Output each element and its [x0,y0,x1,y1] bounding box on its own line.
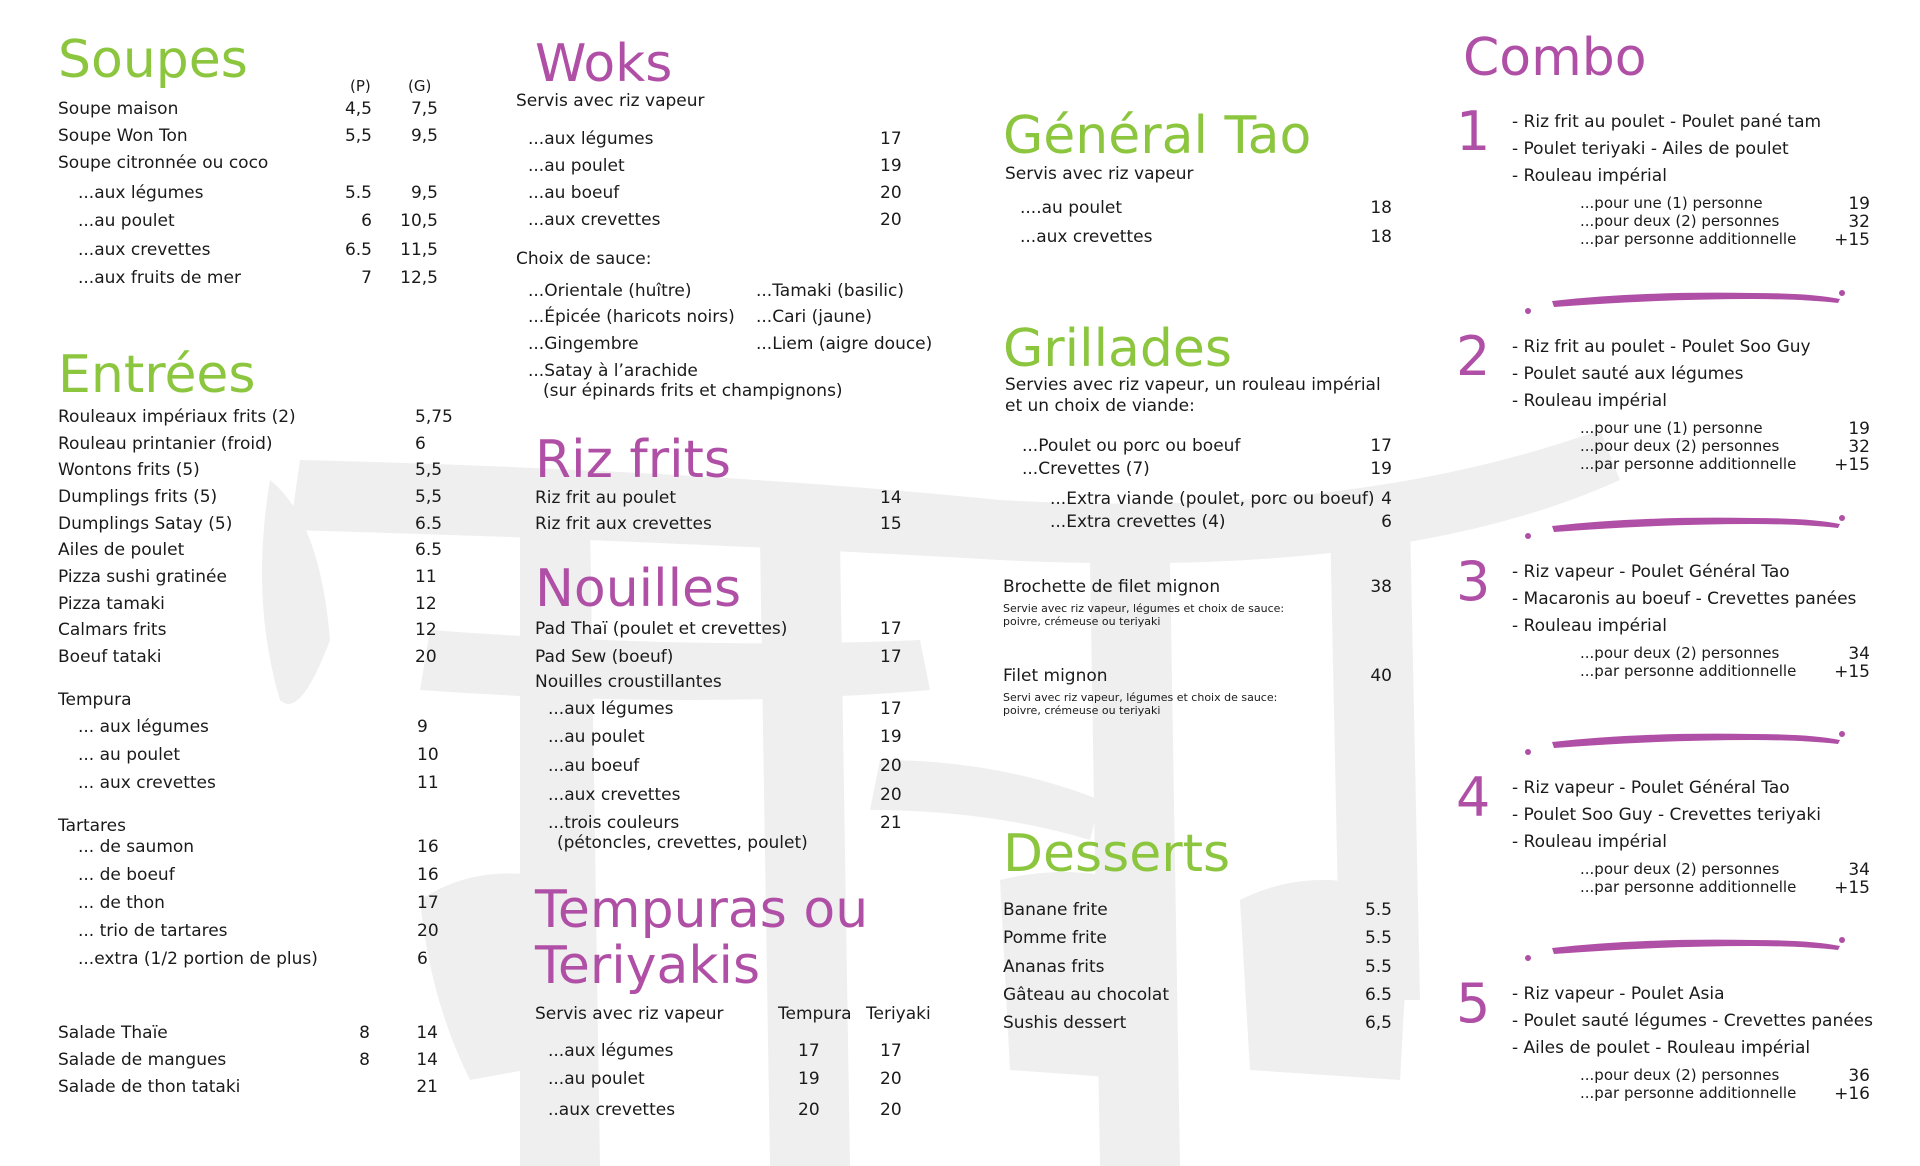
combo-price: 32 [1848,437,1870,457]
salade-price-g: 14 [416,1050,438,1070]
brush-stroke-divider [1522,722,1852,762]
salade-name: Salade Thaïe [58,1023,168,1043]
wok-price: 17 [880,129,902,149]
dessert-price: 6.5 [1364,985,1392,1005]
combo-price: 19 [1848,419,1870,439]
salade-price-p: 8 [359,1050,370,1070]
entree-name: Pizza sushi gratinée [58,567,227,587]
riz-price: 15 [880,514,902,534]
salade-name: Salade de mangues [58,1050,227,1070]
entree-name: Ailes de poulet [58,540,185,560]
wok-price: 20 [880,210,902,230]
tempura-price: 20 [798,1100,820,1120]
tao-price: 18 [1370,227,1392,247]
dessert-name: Gâteau au chocolat [1003,985,1169,1005]
grillades-subtitle-1: Servies avec riz vapeur, un rouleau impérial [1005,375,1381,395]
tartare-name: ... trio de tartares [78,921,228,941]
soupe-name: ...au poulet [78,211,175,231]
entree-price: 6.5 [415,514,443,534]
sauce-option: ...Tamaki (basilic) [756,281,904,301]
grillade-price: 17 [1370,436,1392,456]
tartare-price: 16 [417,865,439,885]
combo-price: 36 [1848,1066,1870,1086]
entree-price: 11 [415,567,437,587]
tempuras-col-tempura: Tempura [778,1004,852,1024]
tartare-name: ... de boeuf [78,865,175,885]
tartare-name: ... de thon [78,893,165,913]
combo-line: - Rouleau impérial [1512,166,1667,186]
tao-name: ....au poulet [1020,198,1123,218]
nouille-price: 17 [880,647,902,667]
tempura-teriyaki-name: ...aux légumes [548,1041,674,1061]
combo-line: - Poulet teriyaki - Ailes de poulet [1512,139,1789,159]
entree-price: 5,5 [415,460,443,480]
grillade-extra-price: 6 [1381,512,1392,532]
tartare-name: ...extra (1/2 portion de plus) [78,949,318,969]
tempura-teriyaki-name: ...au poulet [548,1069,645,1089]
tartare-name: ... de saumon [78,837,195,857]
combo-line: - Rouleau impérial [1512,832,1667,852]
combo-price-label: ...pour deux (2) personnes [1580,860,1780,878]
nouille-name: ...aux légumes [548,699,674,719]
soupe-price-g: 10,5 [400,211,438,231]
soupe-price-g: 12,5 [400,268,438,288]
entree-price: 6.5 [415,540,443,560]
combo-title: Combo [1463,28,1647,88]
tao-price: 18 [1370,198,1392,218]
entree-price: 20 [415,647,437,667]
nouille-price: 20 [880,756,902,776]
entree-name: Pizza tamaki [58,594,165,614]
grillade-extra-name: ...Extra viande (poulet, porc ou boeuf) [1050,489,1375,509]
dessert-name: Pomme frite [1003,928,1107,948]
salade-name: Salade de thon tataki [58,1077,241,1097]
nouille-name: ...au poulet [548,727,645,747]
nouilles-title: Nouilles [535,559,742,619]
tartare-price: 6 [417,949,428,969]
entree-price: 12 [415,620,437,640]
wok-price: 20 [880,183,902,203]
tartare-price: 16 [417,837,439,857]
combo-number: 4 [1456,766,1491,829]
salade-price-g: 14 [416,1023,438,1043]
soupe-price-g: 9,5 [410,183,438,203]
combo-price-label: ...pour deux (2) personnes [1580,437,1780,455]
general-tao-subtitle: Servis avec riz vapeur [1005,164,1194,184]
entree-price: 6 [415,434,426,454]
entree-name: Boeuf tataki [58,647,162,667]
filet-price: 40 [1370,666,1392,686]
sauce-option: ...Orientale (huître) [528,281,692,301]
combo-price-label: ...pour une (1) personne [1580,194,1763,212]
entree-price: 5,5 [415,487,443,507]
entree-name: Dumplings Satay (5) [58,514,233,534]
tempura-name: ... aux crevettes [78,773,216,793]
combo-price-label: ...pour deux (2) personnes [1580,212,1780,230]
combo-line: - Riz frit au poulet - Poulet Soo Guy [1512,337,1811,357]
grillade-extra-price: 4 [1381,489,1392,509]
combo-price: +15 [1834,662,1870,682]
sauce-option: ...Épicée (haricots noirs) [528,307,735,327]
combo-line: - Rouleau impérial [1512,391,1667,411]
tempura-name: ... aux légumes [78,717,209,737]
dessert-price: 5.5 [1364,957,1392,977]
nouille-name: Nouilles croustillantes [535,672,722,692]
tempuras-title-line2: Teriyakis [535,936,761,996]
tempura-price: 19 [798,1069,820,1089]
combo-line: - Ailes de poulet - Rouleau impérial [1512,1038,1811,1058]
tempura-price: 9 [417,717,428,737]
sauce-option: ...Gingembre [528,334,639,354]
satay-note: (sur épinards frits et champignons) [543,381,843,401]
entree-name: Calmars frits [58,620,167,640]
tempura-label: Tempura [58,690,132,710]
combo-line: - Riz vapeur - Poulet Asia [1512,984,1725,1004]
combo-price-label: ...par personne additionnelle [1580,662,1797,680]
combo-price: +15 [1834,230,1870,250]
tempura-price: 11 [417,773,439,793]
combo-number: 1 [1456,100,1491,163]
filet-note-1: Servi avec riz vapeur, légumes et choix de sauce: [1003,691,1278,704]
dessert-price: 5.5 [1364,900,1392,920]
combo-number: 5 [1456,972,1491,1035]
brochette-name: Brochette de filet mignon [1003,577,1221,597]
combo-number: 3 [1456,550,1491,613]
woks-title: Woks [535,34,673,94]
dessert-price: 5.5 [1364,928,1392,948]
tempura-name: ... au poulet [78,745,181,765]
dessert-price: 6,5 [1364,1013,1392,1033]
sauce-option: ...Liem (aigre douce) [756,334,933,354]
tempura-teriyaki-name: ..aux crevettes [548,1100,676,1120]
nouille-price: 20 [880,785,902,805]
nouille-price: 19 [880,727,902,747]
combo-line: - Macaronis au boeuf - Crevettes panées [1512,589,1857,609]
entree-name: Dumplings frits (5) [58,487,218,507]
entree-name: Rouleau printanier (froid) [58,434,273,454]
tartare-price: 20 [417,921,439,941]
soupes-title: Soupes [58,30,248,90]
teriyaki-price: 17 [880,1041,902,1061]
combo-price-label: ...par personne additionnelle [1580,230,1797,248]
soupe-name: ...aux fruits de mer [78,268,241,288]
dessert-name: Sushis dessert [1003,1013,1127,1033]
soupes-col-g: (G) [408,77,432,95]
soupe-price-p: 5,5 [344,126,372,146]
desserts-title: Desserts [1003,824,1231,884]
wok-name: ...au boeuf [528,183,620,203]
brush-stroke-divider [1522,281,1852,321]
soupe-price-p: 4,5 [344,99,372,119]
general-tao-title: Général Tao [1003,106,1312,166]
nouille-name: ...au boeuf [548,756,640,776]
soupe-name: Soupe maison [58,99,179,119]
filet-note-2: poivre, crémeuse ou teriyaki [1003,704,1161,717]
sauce-option: ...Satay à l’arachide [528,361,698,381]
combo-price-label: ...par personne additionnelle [1580,878,1797,896]
nouille-price: 17 [880,619,902,639]
grillade-price: 19 [1370,459,1392,479]
combo-line: - Riz frit au poulet - Poulet pané tam [1512,112,1822,132]
combo-price-label: ...par personne additionnelle [1580,455,1797,473]
combo-price: +15 [1834,878,1870,898]
combo-line: - Poulet sauté aux légumes [1512,364,1744,384]
combo-line: - Riz vapeur - Poulet Général Tao [1512,778,1790,798]
woks-subtitle: Servis avec riz vapeur [516,91,705,111]
tempuras-col-teriyaki: Teriyaki [866,1004,931,1024]
riz-name: Riz frit aux crevettes [535,514,712,534]
combo-number: 2 [1456,325,1491,388]
soupe-name: Soupe Won Ton [58,126,188,146]
combo-price: 34 [1848,860,1870,880]
combo-line: - Poulet sauté légumes - Crevettes panées [1512,1011,1874,1031]
grillade-name: ...Crevettes (7) [1022,459,1150,479]
riz-frits-title: Riz frits [535,430,732,490]
dessert-name: Banane frite [1003,900,1108,920]
soupe-price-g: 11,5 [400,240,438,260]
combo-price: +16 [1834,1084,1870,1104]
wok-price: 19 [880,156,902,176]
filet-name: Filet mignon [1003,666,1108,686]
grillade-name: ...Poulet ou porc ou boeuf [1022,436,1241,456]
salade-price-g: 21 [416,1077,438,1097]
grillade-extra-name: ...Extra crevettes (4) [1050,512,1226,532]
combo-line: - Riz vapeur - Poulet Général Tao [1512,562,1790,582]
wok-name: ...aux crevettes [528,210,661,230]
nouille-name: ...trois couleurs [548,813,680,833]
nouille-price: 21 [880,813,902,833]
grillades-title: Grillades [1003,319,1232,379]
tempuras-subtitle: Servis avec riz vapeur [535,1004,724,1024]
grillades-subtitle-2: et un choix de viande: [1005,396,1195,416]
tartares-label: Tartares [58,816,126,836]
tempuras-title-line1: Tempuras ou [535,880,869,940]
teriyaki-price: 20 [880,1100,902,1120]
combo-price: 32 [1848,212,1870,232]
combo-price: 19 [1848,194,1870,214]
soupe-price-g: 7,5 [410,99,438,119]
brochette-note-2: poivre, crémeuse ou teriyaki [1003,615,1161,628]
entree-name: Wontons frits (5) [58,460,200,480]
tao-name: ...aux crevettes [1020,227,1153,247]
tartare-price: 17 [417,893,439,913]
nouille-name: Pad Thaï (poulet et crevettes) [535,619,788,639]
brush-stroke-divider [1522,928,1852,968]
brochette-note-1: Servie avec riz vapeur, légumes et choix de sauce: [1003,602,1285,615]
soupe-name: Soupe citronnée ou coco [58,153,269,173]
sauce-option: ...Cari (jaune) [756,307,873,327]
soupe-price-p: 7 [361,268,372,288]
combo-price: 34 [1848,644,1870,664]
sauce-label: Choix de sauce: [516,249,652,269]
combo-price-label: ...pour deux (2) personnes [1580,644,1780,662]
nouille-name: ...aux crevettes [548,785,681,805]
teriyaki-price: 20 [880,1069,902,1089]
combo-price-label: ...pour deux (2) personnes [1580,1066,1780,1084]
entree-price: 12 [415,594,437,614]
soupe-price-p: 6 [361,211,372,231]
soupes-col-p: (P) [350,77,371,95]
combo-price-label: ...par personne additionnelle [1580,1084,1797,1102]
soupe-name: ...aux légumes [78,183,204,203]
salade-price-p: 8 [359,1023,370,1043]
tempura-price: 17 [798,1041,820,1061]
nouille-name: Pad Sew (boeuf) [535,647,674,667]
brush-stroke-divider [1522,506,1852,546]
entree-name: Rouleaux impériaux frits (2) [58,407,296,427]
combo-price: +15 [1834,455,1870,475]
soupe-price-p: 6.5 [344,240,372,260]
wok-name: ...aux légumes [528,129,654,149]
nouille-price: 17 [880,699,902,719]
soupe-price-g: 9,5 [410,126,438,146]
entrees-title: Entrées [58,345,256,405]
riz-price: 14 [880,488,902,508]
soupe-price-p: 5.5 [344,183,372,203]
combo-price-label: ...pour une (1) personne [1580,419,1763,437]
wok-name: ...au poulet [528,156,625,176]
entree-price: 5,75 [415,407,453,427]
soupe-name: ...aux crevettes [78,240,211,260]
brochette-price: 38 [1370,577,1392,597]
combo-line: - Rouleau impérial [1512,616,1667,636]
trois-couleurs-note: (pétoncles, crevettes, poulet) [557,833,808,853]
riz-name: Riz frit au poulet [535,488,677,508]
dessert-name: Ananas frits [1003,957,1105,977]
tempura-price: 10 [417,745,439,765]
combo-line: - Poulet Soo Guy - Crevettes teriyaki [1512,805,1821,825]
